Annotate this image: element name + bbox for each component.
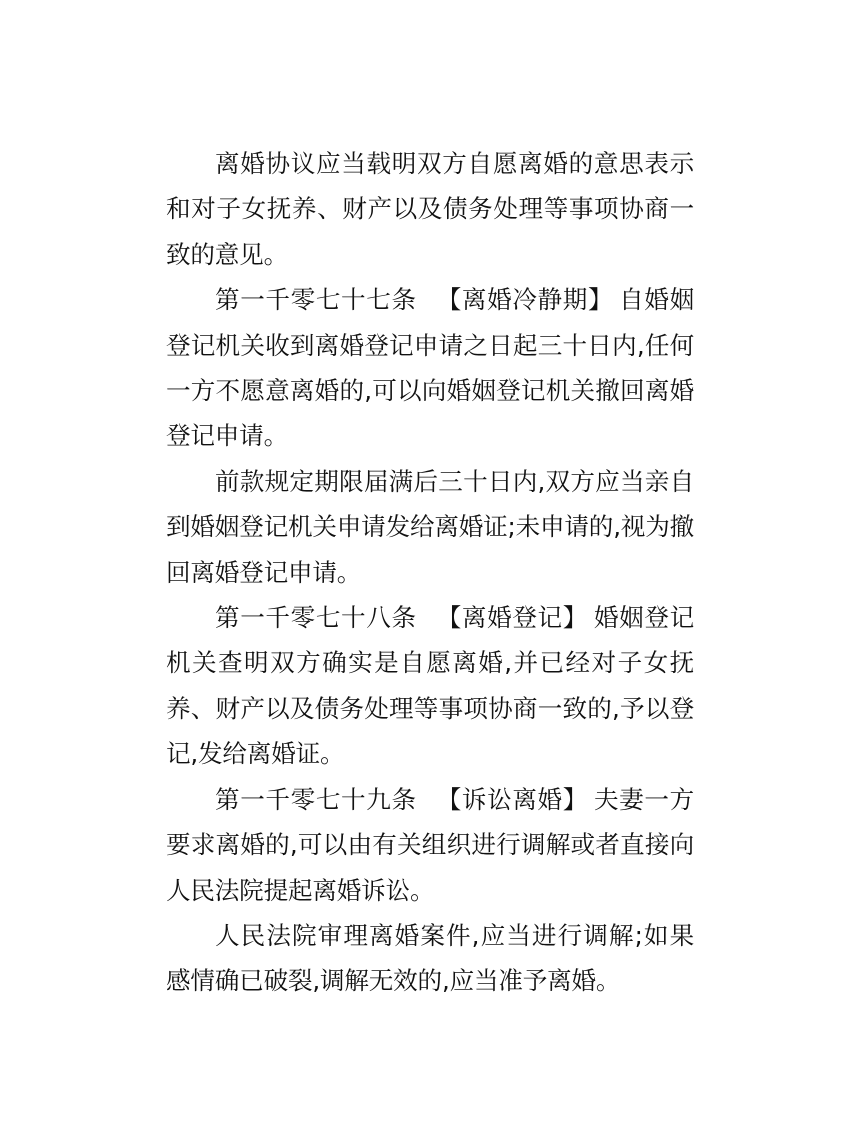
article-title: 【离婚登记】: [436, 603, 588, 633]
article-number: 第一千零七十八条: [215, 603, 417, 633]
article-text: 婚姻登记机关查明双方确实是自愿离婚,并已经对子女抚养、财产以及债务处理等事项协商一致的,予以登记,发给离婚证。: [166, 603, 694, 769]
paragraph-registration-deadline: 前款规定期限届满后三十日内,双方应当亲自到婚姻登记机关申请发给离婚证;未申请的,视为撤回离婚登记申请。: [166, 466, 694, 587]
article-title: 【诉讼离婚】: [436, 784, 588, 814]
body-text: [166, 141, 694, 1004]
article-text: 自婚姻登记机关收到离婚登记申请之日起三十日内,任何一方不愿意离婚的,可以向婚姻登记机关撤回离婚登记申请。: [166, 285, 694, 451]
article-1079: [166, 777, 694, 913]
article-title: 【离婚冷静期】: [436, 285, 614, 315]
paragraph-court-mediation: 人民法院审理离婚案件,应当进行调解;如果感情确已破裂,调解无效的,应当准予离婚。: [166, 920, 694, 996]
article-number: 第一千零七十七条: [215, 285, 417, 315]
paragraph-divorce-agreement: 离婚协议应当载明双方自愿离婚的意思表示和对子女抚养、财产以及债务处理等事项协商一致的意见。: [166, 149, 694, 269]
article-1077: [166, 277, 694, 459]
article-number: 第一千零七十九条: [215, 784, 417, 814]
article-text: 夫妻一方要求离婚的,可以由有关组织进行调解或者直接向人民法院提起离婚诉讼。: [166, 784, 694, 905]
article-1078: [166, 595, 694, 777]
